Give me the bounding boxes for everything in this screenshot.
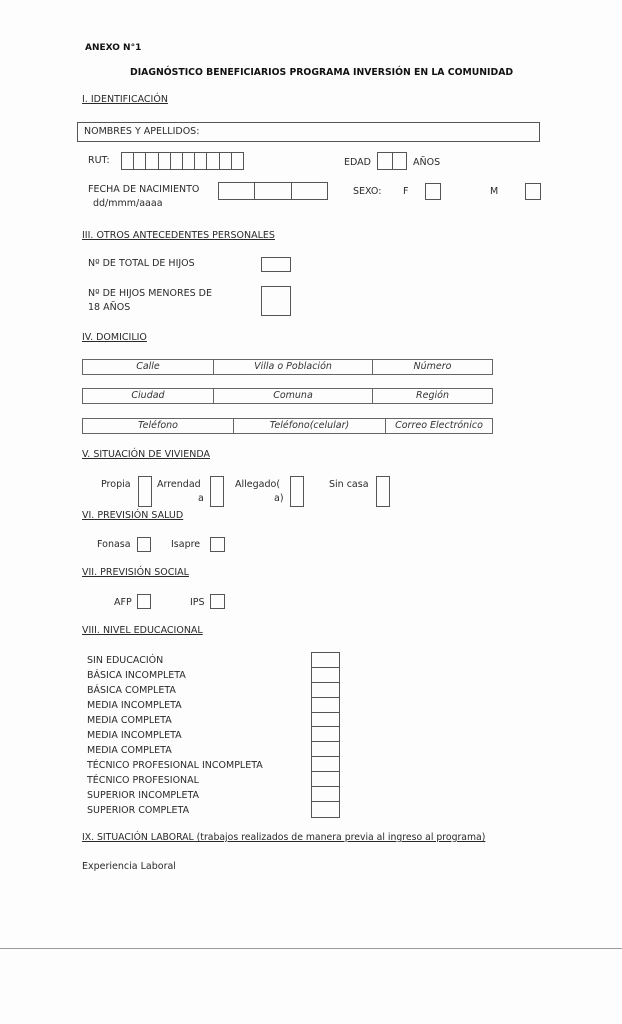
section-vivienda-heading: V. SITUACIÓN DE VIVIENDA [82, 449, 210, 460]
educacion-options-list [87, 653, 263, 818]
educacion-checkbox[interactable] [312, 713, 339, 728]
telefono-field[interactable]: Teléfono [83, 419, 234, 433]
section-domicilio-heading: IV. DOMICILIO [82, 332, 147, 343]
section-laboral-heading: IX. SITUACIÓN LABORAL (trabajos realizados de manera previa al ingreso al programa) [82, 832, 486, 843]
sexo-m-checkbox[interactable] [525, 183, 541, 200]
page-fold-line [0, 948, 622, 949]
section-identificacion-heading: I. IDENTIFICACIÓN [82, 94, 168, 105]
educacion-option: BÁSICA INCOMPLETA [87, 670, 186, 681]
educacion-checkbox[interactable] [312, 757, 339, 772]
section-salud-heading: VI. PREVISIÓN SALUD [82, 510, 184, 521]
villa-field[interactable]: Villa o Población [214, 360, 373, 374]
educacion-checkbox[interactable] [312, 787, 339, 802]
educacion-option: MEDIA INCOMPLETA [87, 700, 182, 711]
arrendada-label-line1: Arrendad [157, 479, 201, 490]
ciudad-field[interactable]: Ciudad [83, 389, 214, 403]
educacion-checkbox[interactable] [312, 668, 339, 683]
experiencia-laboral-label: Experiencia Laboral [82, 861, 176, 872]
sexo-f-label: F [403, 186, 409, 197]
isapre-checkbox[interactable] [210, 537, 225, 552]
section-otros-heading: III. OTROS ANTECEDENTES PERSONALES [82, 230, 275, 241]
hijos-menores-label-line1: Nº DE HIJOS MENORES DE [88, 288, 212, 299]
domicilio-row-ubicacion [82, 388, 493, 404]
domicilio-row-contacto [82, 418, 493, 434]
sin-casa-checkbox[interactable] [376, 476, 390, 507]
educacion-option: SIN EDUCACIÓN [87, 655, 164, 666]
anos-label: AÑOS [413, 157, 441, 168]
section-educacion-heading: VIII. NIVEL EDUCACIONAL [82, 625, 203, 636]
educacion-option: SUPERIOR COMPLETA [87, 805, 190, 816]
hijos-menores-field[interactable] [261, 286, 291, 316]
educacion-checkbox[interactable] [312, 772, 339, 787]
total-hijos-label: Nº DE TOTAL DE HIJOS [88, 258, 195, 269]
fecha-nacimiento-label: FECHA DE NACIMIENTO [88, 184, 200, 195]
hijos-menores-label-line2: 18 AÑOS [88, 302, 131, 313]
educacion-option: MEDIA COMPLETA [87, 715, 172, 726]
fecha-nacimiento-field[interactable] [218, 182, 328, 200]
propia-label: Propia [101, 479, 131, 490]
educacion-option: TÉCNICO PROFESIONAL INCOMPLETA [87, 760, 263, 771]
educacion-option: MEDIA COMPLETA [87, 745, 172, 756]
edad-label: EDAD [344, 157, 371, 168]
correo-field[interactable]: Correo Electrónico [395, 420, 483, 431]
educacion-checkbox[interactable] [312, 683, 339, 698]
rut-field[interactable] [121, 152, 244, 170]
sexo-label: SEXO: [353, 186, 382, 197]
educacion-checkbox[interactable] [312, 802, 339, 817]
fecha-format-hint: dd/mmm/aaaa [93, 198, 163, 209]
afp-label: AFP [114, 597, 132, 608]
educacion-checkbox[interactable] [312, 653, 339, 668]
nombres-label: NOMBRES Y APELLIDOS: [84, 126, 200, 137]
allegado-checkbox[interactable] [290, 476, 304, 507]
educacion-option: MEDIA INCOMPLETA [87, 730, 182, 741]
arrendada-checkbox[interactable] [210, 476, 224, 507]
annex-label: ANEXO N°1 [85, 43, 142, 53]
educacion-checkbox[interactable] [312, 742, 339, 757]
domicilio-row-direccion [82, 359, 493, 375]
ips-label: IPS [190, 597, 205, 608]
edad-field[interactable] [377, 152, 407, 170]
total-hijos-field[interactable] [261, 257, 291, 272]
educacion-option: BÁSICA COMPLETA [87, 685, 176, 696]
propia-checkbox[interactable] [138, 476, 152, 507]
arrendada-label-line2: a [198, 493, 204, 504]
numero-field[interactable]: Número [413, 361, 452, 372]
educacion-checkbox[interactable] [312, 698, 339, 713]
educacion-option: SUPERIOR INCOMPLETA [87, 790, 200, 801]
afp-checkbox[interactable] [137, 594, 151, 609]
nombres-field[interactable] [77, 122, 540, 142]
rut-label: RUT: [88, 155, 110, 166]
educacion-checkbox[interactable] [312, 727, 339, 742]
section-social-heading: VII. PREVISIÓN SOCIAL [82, 567, 189, 578]
sexo-m-label: M [490, 186, 499, 197]
educacion-checkbox-column [311, 652, 340, 818]
comuna-field[interactable]: Comuna [214, 389, 373, 403]
document-title: DIAGNÓSTICO BENEFICIARIOS PROGRAMA INVERSIÓN EN LA COMUNIDAD [130, 67, 514, 78]
calle-field[interactable]: Calle [83, 360, 214, 374]
isapre-label: Isapre [171, 539, 201, 550]
educacion-option: TÉCNICO PROFESIONAL [87, 775, 199, 786]
fonasa-label: Fonasa [97, 539, 131, 550]
ips-checkbox[interactable] [210, 594, 225, 609]
telefono-celular-field[interactable]: Teléfono(celular) [234, 419, 386, 433]
allegado-label-line2: a) [274, 493, 284, 504]
region-field[interactable]: Región [416, 390, 449, 401]
sin-casa-label: Sin casa [329, 479, 369, 490]
allegado-label-line1: Allegado( [235, 479, 281, 490]
sexo-f-checkbox[interactable] [425, 183, 441, 200]
fonasa-checkbox[interactable] [137, 537, 151, 552]
